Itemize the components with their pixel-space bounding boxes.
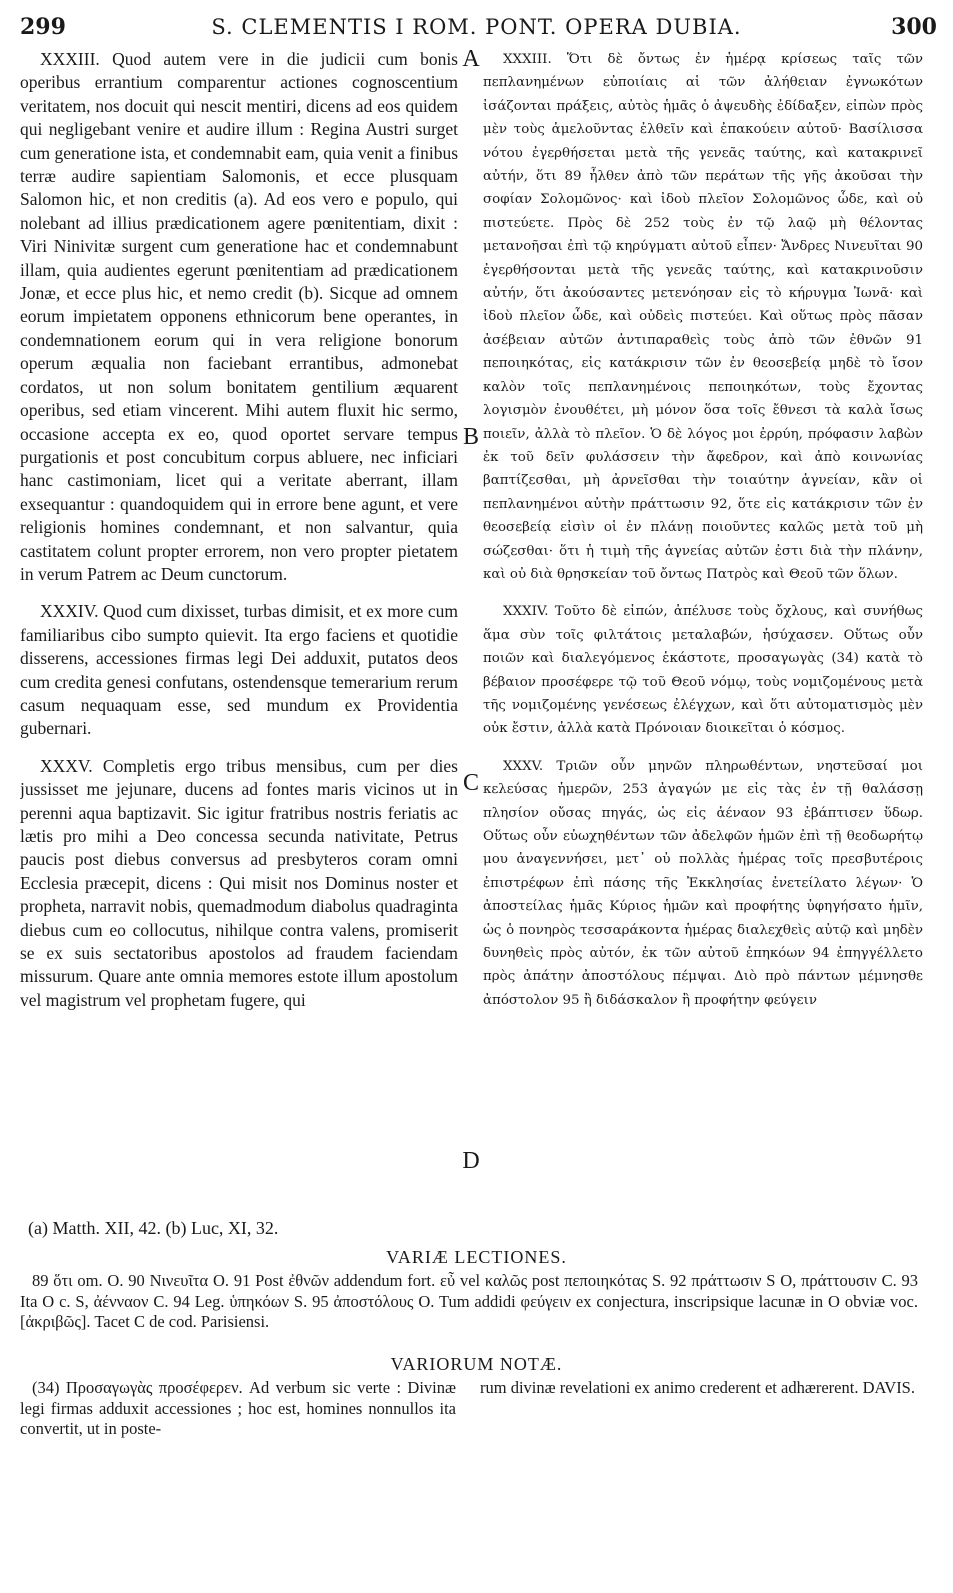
latin-paragraph-34: XXXIV. Quod cum dixisset, turbas dimisit, et ex more cum familiaribus cibo sumpto quievit. Ita ergo faciens et quotidie disserens, accessiones firmas legi Dei adduxit, putatos deos cum credita genesi confutans, ostendensque temerarium rerum casum nequaquam esse, sed mundum ex Providentia gubernari. xyxy=(20,601,458,739)
margin-letter-c: C xyxy=(462,770,479,796)
greek-paragraph-33: XXXIII. Ὅτι δὲ ὄντως ἐν ἡμέρᾳ κρίσεως ταῖς τῶν πεπλανημένων εὐποιίαις αἱ τῶν ἀλήθειαν ἐγνωκότων ἰσάζονται πράξεις, αὐτὸς ἡμᾶς ὁ ἀψευδὴς ἐδίδαξεν, εἰπὼν πρὸς μὲν τοὺς ἀμελοῦντας ἐλθεῖν καὶ ἐπακούειν αὐτοῦ· Βασίλισσα νότου ἐγερθήσεται μετὰ τῆς γενεᾶς ταύτης, καὶ κατακρινεῖ αὐτήν, ὅτι 89 ἦλθεν ἀπὸ τῶν περάτων τῆς γῆς ἀκοῦσαι τὴν σοφίαν Σολομῶνος· καὶ ἰδοὺ πλεῖον Σολομῶνος ὧδε, καὶ οὐ πιστεύετε. Πρὸς δὲ 252 τοὺς ἐν τῷ λαῷ μὴ θέλοντας μετανοῆσαι ἐπὶ τῷ κηρύγματι αὐτοῦ εἶπεν· Ἄνδρες Νινευῖται 90 ἐγερθήσονται μετὰ τῆς γενεᾶς ταύτης, καὶ κατακρινοῦσιν αὐτήν, ὅτι ἀκούσαντες μετενόησαν εἰς τὸ κήρυγμα Ἰωνᾶ· καὶ ἰδοὺ πλεῖον ὧδε, καὶ οὐδεὶς πιστεύει. Καὶ οὕτως πρὸς πᾶσαν ἀσέβειαν αὐτῶν ἀντιπαραθεὶς τοὺς ἀπὸ τῶν ἐθνῶν 91 πεποιηκότας, εἰς κατάκρισιν τῶν ἐν θεοσεβείᾳ μηδὲ τὸ ἴσον καλὸν τοῖς πεπλανημένοις πεποιηκότων, τοὺς ἔχοντας λογισμὸν ἐνουθέτει, μὴ μόνον ὅσα τοῖς ἔθνεσι τὰ καλὰ ἴσως ποιεῖν, ἀλλὰ τὸ πλεῖον. Ὁ δὲ λόγος μοι ἐρρύη, πρόφασιν λαβὼν ἐκ τοῦ δεῖν φυλάσσειν τὴν ἄφεδρον, καὶ ἀπὸ κοινωνίας βαπτίζεσθαι, μὴ ἀρνεῖσθαι τὴν τοιαύτην ἁγνείαν, κἂν οἱ πεπλανημένοι αὐτὴν πράττωσιν 92, ὅτε εἰς κατάκρισιν τῶν ἐν θεοσεβείᾳ εἰσὶν οἱ ἐν πλάνῃ ποιοῦντες καλῶς μετὰ τοῦ μὴ σώζεσθαι· ὅτι ἡ τιμὴ τῆς ἁγνείας αὐτῶν ἐστι διὰ τὴν πλάνην, καὶ οὐ διὰ θρησκείαν τοῦ ὄντως Πατρὸς καὶ Θεοῦ τῶν ὅλων. xyxy=(483,52,923,582)
margin-letter-b: B xyxy=(462,424,479,450)
note-34-right: rum divinæ revelationi ex animo crederent et adhærerent. DAVIS. xyxy=(480,1378,915,1397)
footnote-references: (a) Matth. XII, 42. (b) Luc, XI, 32. xyxy=(28,1218,279,1238)
variae-lectiones-text: 89 ὅτι om. O. 90 Νινευῖτα O. 91 Post ἐθνῶν addendum fort. εὖ vel καλῶς post πεποιηκότας S. 92 πράττωσιν S O, πράττουσιν C. 93 Ita O c. S, ἀένναον C. 94 Leg. ὑπηκόων S. 95 ἀποστόλους O. Tum addidi φεύγειν ex conjectura, inscripsique lacunæ in O obviæ voc. [ἀκριβῶς]. Tacet C de cod. Parisiensi. xyxy=(20,1271,918,1331)
greek-column xyxy=(483,48,923,1218)
latin-column xyxy=(20,48,458,1218)
note-34-left: (34) Προσαγωγὰς προσέφερεν. Ad verbum sic verte : Divinæ legi firmas adduxit accessiones ; hoc est, homines nonnullos ita convertit, ut in poste- xyxy=(20,1378,456,1438)
margin-letter-a: A xyxy=(462,46,480,72)
variorum-notae-heading: VARIORUM NOTÆ. xyxy=(390,1354,563,1374)
greek-paragraph-35: XXXV. Τριῶν οὖν μηνῶν πληρωθέντων, νηστεῦσαί μοι κελεύσας ἡμερῶν, 253 ἀγαγών με εἰς τὰς ἐν τῇ θαλάσσῃ πλησίον οὔσας πηγάς, ὡς εἰς ἀέναον 93 ἐβάπτισεν ὕδωρ. Οὕτως οὖν εὐωχηθέντων τῶν ἀδελφῶν ἡμῶν ἐπὶ τῇ θεοδωρήτῳ μου ἀναγεννήσει, μετ᾽ οὐ πολλὰς ἡμέρας τοῖς πρεσβυτέροις ἐπιστρέφων ἐπὶ πάσης τῆς Ἐκκλησίας ἐνετείλατο λέγων· Ὁ ἀποστείλας ἡμᾶς Κύριος ἡμῶν καὶ προφήτης ὑφηγήσατο ἡμῖν, ὡς ὁ πονηρὸς τεσσαράκοντα ἡμέρας διαλεχθεὶς αὐτῷ καὶ μηδὲν δυνηθεὶς πρὸς αὐτόν, ἐκ τῶν αὐτοῦ ἐπηκόων 94 ἐπηγγέλλετο πρὸς ἀπάτην ἀποστόλους πέμψαι. Διὸ πρὸ πάντων μέμνησθε ἀπόστολον 95 ἢ διδάσκαλον ἢ προφήτην φεύγειν xyxy=(483,758,923,1008)
notes-left-column xyxy=(20,1378,456,1440)
page-number-left: 299 xyxy=(20,14,66,40)
running-title: S. CLEMENTIS I ROM. PONT. OPERA DUBIA. xyxy=(211,15,742,39)
variae-lectiones-heading: VARIÆ LECTIONES. xyxy=(386,1247,567,1267)
margin-letter-d: D xyxy=(462,1148,480,1174)
greek-paragraph-34: XXXIV. Τοῦτο δὲ εἰπών, ἀπέλυσε τοὺς ὄχλους, καὶ συνήθως ἅμα σὺν τοῖς φιλτάτοις μεταλαβών, ἡσύχασεν. Οὕτως οὖν ποιῶν καὶ διαλεγόμενος ἑκάστοτε, προσαγωγὰς (34) κατὰ τὸ βέβαιον προσέφερε τῷ τοῦ Θεοῦ νόμῳ, τοὺς νομιζομένους μετὰ τῆς νομιζομένης γενέσεως ἐλέγχων, καὶ ὅτι αὐτοματισμὸς μὲν οὐκ ἔστιν, ἀλλὰ κατὰ Πρόνοιαν διοικεῖται ὁ κόσμος. xyxy=(483,604,923,737)
latin-paragraph-33: XXXIII. Quod autem vere in die judicii cum bonis operibus errantium comparentur actiones cognoscentium veritatem, nos docuit qui nescit mentiri, dicens ad eos quidem qui negligebant venire et audire illum : Regina Austri surget cum generatione ista, et condemnabit eam, quia venit a finibus terræ audire sapientiam Salomonis, et ecce plusquam Salomon hic, et non creditis (a). Ad eos vero e populo, qui nolebant ad illius prædicationem agere pœnitentiam, dixit : Viri Ninivitæ surgent cum generatione hac et condemnabunt illam, quia audientes egerunt pœnitentiam ad prædicationem Jonæ, et ecce plus hic, et nemo credit (b). Sicque ad omnem eorum impietatem opponens ethnicorum bene operantes, in condemnationem eorum qui in vera religione bonorum operum æqualia non faciebant errantibus, admonebat cordatos, ut non solum bonitatem gentilium æquarent operibus, sed etiam vincerent. Mihi autem fluxit hic sermo, occasione accepta ex eo, quod oportet servare tempus purgationis et post concubitum corpus abluere, nec inficiari hanc castimoniam, licet qui a veritate aberrant, illam exsequantur : quandoquidem qui in errore bene agunt, et vere religionis homines condemnant, et non salvantur, quia castitatem colunt propter errorem, non vero propter pietatem in verum Patrem ac Deum cunctorum. xyxy=(20,49,458,584)
page-number-right: 300 xyxy=(891,14,937,40)
latin-paragraph-35: XXXV. Completis ergo tribus mensibus, cum per dies jussisset me jejunare, ducens ad fontes maris vicinos ut in perenni aqua baptizavit. Sic igitur fratribus nostris feriatis ac lætis pro mihi a Deo concessa secunda nativitate, Petrus paucis post diebus conversus ad presbyteros coram omni Ecclesia præcepit, dicens : Qui misit nos Dominus noster et propheta, narravit nobis, quemadmodum diabolus quadraginta diebus cum eo collocutus, nihilque contra valens, promiserit se ex suis sectatoribus apostolos ad fraudem faciendam missurum. Quare ante omnia memores estote illum apostolum vel magistrum vel prophetam fugere, qui xyxy=(20,755,458,1010)
variae-lectiones xyxy=(20,1271,918,1333)
notes-right-column xyxy=(480,1378,920,1399)
